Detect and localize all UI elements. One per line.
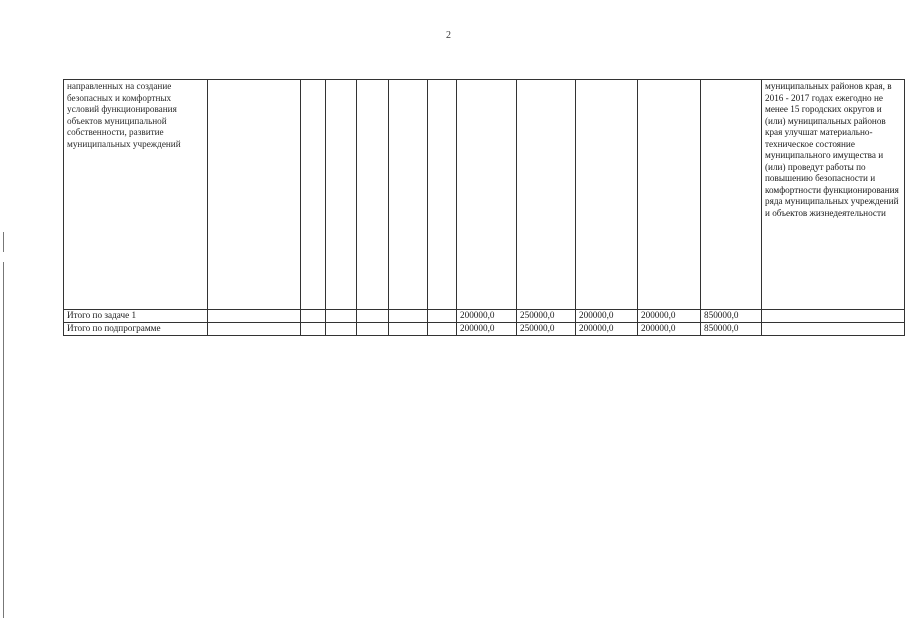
table-row-total-subprogram	[64, 323, 905, 336]
table-row	[64, 80, 905, 310]
table-cell	[357, 323, 389, 336]
table-cell	[357, 80, 389, 310]
table-cell	[517, 80, 576, 310]
total-value: 250000,0	[517, 310, 576, 323]
table-cell	[301, 323, 326, 336]
table-cell	[762, 310, 905, 323]
total-label: Итого по задаче 1	[64, 310, 208, 323]
table-cell	[326, 323, 357, 336]
table-cell	[389, 80, 428, 310]
table-cell	[389, 323, 428, 336]
table-cell	[428, 80, 457, 310]
table-cell	[326, 310, 357, 323]
table-cell	[208, 80, 301, 310]
total-value: 200000,0	[638, 323, 701, 336]
description-cell	[64, 80, 208, 310]
budget-table	[63, 79, 905, 336]
table-cell	[428, 310, 457, 323]
table-cell	[457, 80, 517, 310]
table-cell	[326, 80, 357, 310]
total-value: 200000,0	[576, 310, 638, 323]
row-description: направленных на создание безопасных и комфортных условий функционирования объектов муниципальной собственности, развитие муниципальных учреждений	[67, 81, 181, 149]
table-cell	[701, 80, 762, 310]
table-cell	[301, 310, 326, 323]
scan-artifact-line	[3, 262, 4, 618]
total-value: 200000,0	[457, 310, 517, 323]
total-value: 850000,0	[701, 323, 762, 336]
table-row-total-task	[64, 310, 905, 323]
total-value: 200000,0	[638, 310, 701, 323]
table-cell	[638, 80, 701, 310]
table-cell	[301, 80, 326, 310]
result-cell	[762, 80, 905, 310]
table-cell	[762, 323, 905, 336]
page-number: 2	[446, 30, 451, 41]
table-cell	[357, 310, 389, 323]
table-cell	[208, 310, 301, 323]
total-value: 200000,0	[457, 323, 517, 336]
total-value: 200000,0	[576, 323, 638, 336]
table-cell	[428, 323, 457, 336]
total-value: 850000,0	[701, 310, 762, 323]
row-result: муниципальных районов края, в 2016 - 2017 годах ежегодно не менее 15 городских округов и (или) муниципальных районов края улучшат материально-техническое состояние муниципального имущества и (или) проведут работы по повышению безопасности и комфортности функционирования ряда муниципальных учреждений и объектов жизнедеятельности	[765, 81, 899, 218]
table-cell	[576, 80, 638, 310]
table-cell	[208, 323, 301, 336]
total-value: 250000,0	[517, 323, 576, 336]
table-cell	[389, 310, 428, 323]
total-label: Итого по подпрограмме	[64, 323, 208, 336]
scan-artifact-line	[3, 232, 4, 252]
